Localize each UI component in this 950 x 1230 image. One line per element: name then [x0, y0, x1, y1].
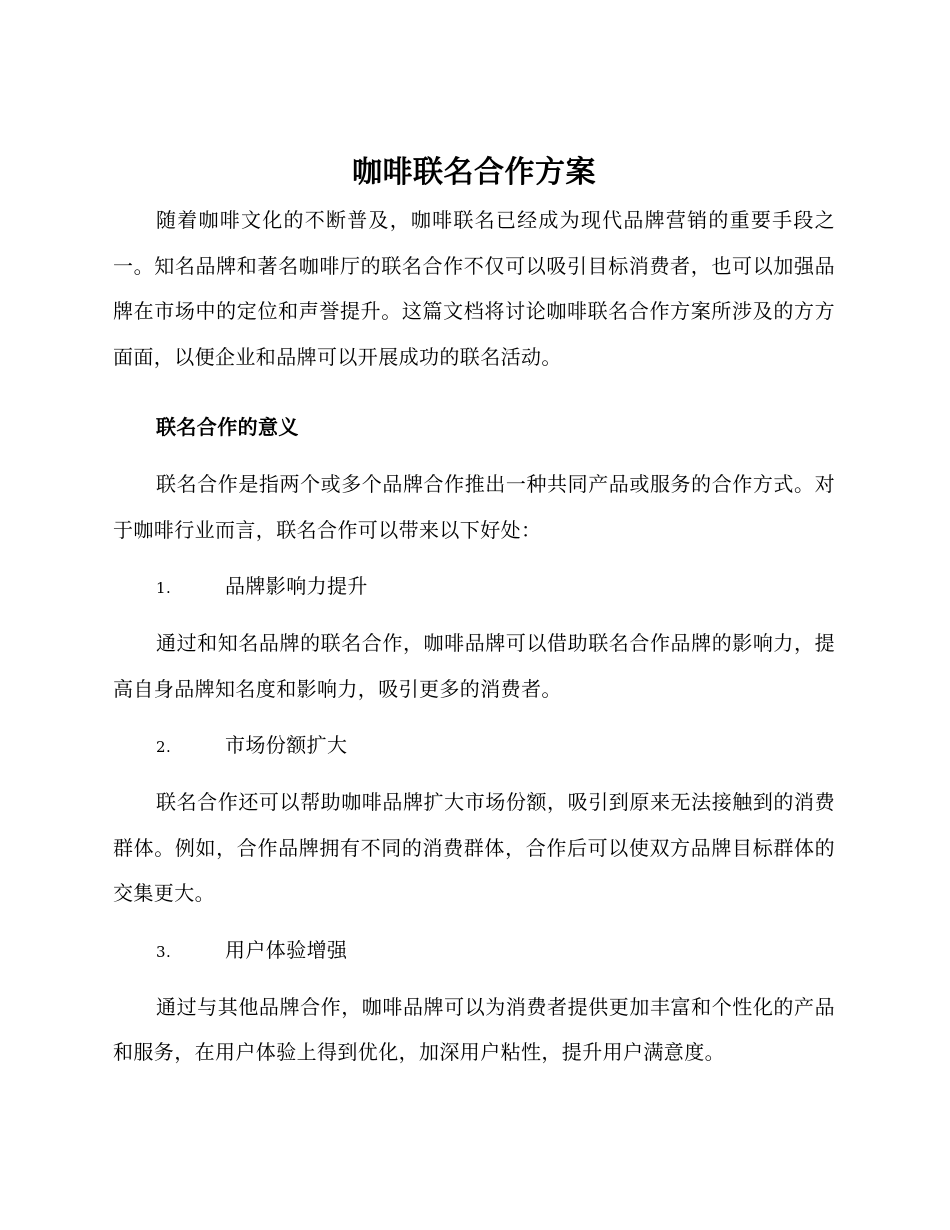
- spacer: [113, 553, 835, 571]
- spacer: [113, 442, 835, 462]
- list-item-title: 用户体验增强: [225, 937, 348, 962]
- section-heading: 联名合作的意义: [156, 415, 299, 439]
- spacer: [113, 967, 835, 985]
- list-item: [113, 571, 835, 603]
- list-item-body: 联名合作还可以帮助咖啡品牌扩大市场份额，吸引到原来无法接触到的消费群体。例如，合作品牌拥有不同的消费群体，合作后可以使双方品牌目标群体的交集更大。: [113, 790, 835, 905]
- list-number: 2.: [156, 738, 172, 756]
- document-page: [113, 148, 835, 1076]
- spacer: [113, 762, 835, 780]
- list-number: 1.: [156, 579, 172, 597]
- document-title: 咖啡联名合作方案: [352, 155, 596, 190]
- list-item-body: 通过和知名品牌的联名合作，咖啡品牌可以借助联名合作品牌的影响力，提高自身品牌知名度和影响力，吸引更多的消费者。: [113, 631, 835, 701]
- list-item: [113, 730, 835, 762]
- spacer: [113, 380, 835, 392]
- intro-paragraph: 随着咖啡文化的不断普及，咖啡联名已经成为现代品牌营销的重要手段之一。知名品牌和著名咖啡厅的联名合作不仅可以吸引目标消费者，也可以加强品牌在市场中的定位和声誉提升。这篇文档将讨论咖啡联名合作方案所涉及的方方面面，以便企业和品牌可以开展成功的联名活动。: [113, 208, 835, 369]
- spacer: [113, 712, 835, 730]
- list-number: 3.: [156, 942, 172, 961]
- spacer: [113, 603, 835, 621]
- list-item-body: 通过与其他品牌合作，咖啡品牌可以为消费者提供更加丰富和个性化的产品和服务，在用户体验上得到优化，加深用户粘性，提升用户满意度。: [113, 994, 835, 1064]
- spacer: [113, 917, 835, 935]
- section-lead-paragraph: 联名合作是指两个或多个品牌合作推出一种共同产品或服务的合作方式。对于咖啡行业而言，联名合作可以带来以下好处：: [113, 472, 835, 542]
- list-item-title: 市场份额扩大: [225, 733, 348, 757]
- list-item: [113, 935, 835, 967]
- list-item-title: 品牌影响力提升: [225, 574, 368, 598]
